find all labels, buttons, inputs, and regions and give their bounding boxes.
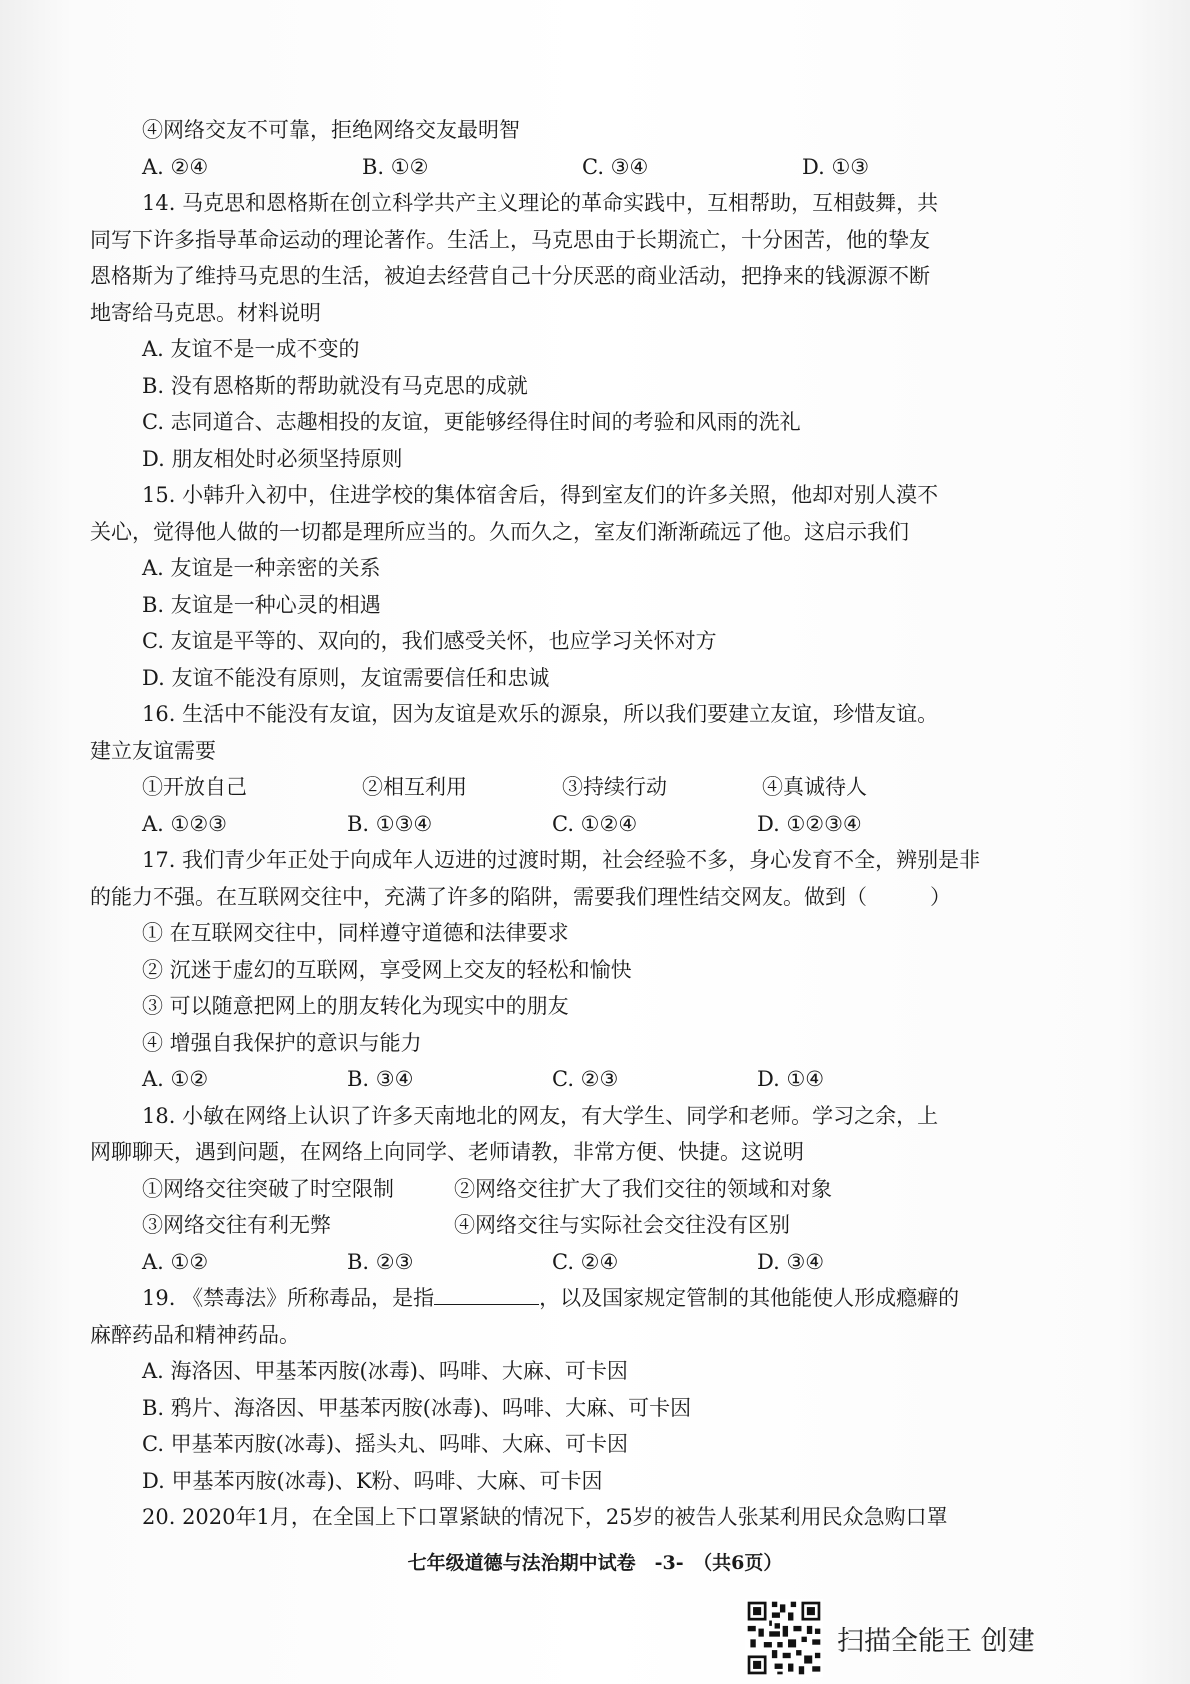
q19-stem-line-2: 麻醉药品和精神药品。 [90,1322,300,1347]
q18-stem-line-1: 18. 小敏在网络上认识了许多天南地北的网友，有大学生、同学和老师。学习之余，上 [142,1103,939,1128]
q18-stem-line-2: 网聊聊天，遇到问题，在网络上向同学、老师请教，非常方便、快捷。这说明 [90,1140,804,1164]
exam-content [90,112,1050,1536]
q13-options [90,149,1050,186]
q18-items-row-2 [90,1207,1050,1244]
q13-item-4: ④网络交友不可靠，拒绝网络交友最明智 [142,118,520,142]
q19-option-c: C. 甲基苯丙胺(冰毒)、摇头丸、吗啡、大麻、可卡因 [142,1432,629,1456]
q18-option-d: D. ③④ [757,1249,825,1274]
q13-option-b: B. ①② [362,154,429,179]
q16-items [90,769,1050,806]
q14-stem-line-2: 同写下许多指导革命运动的理论著作。生活上，马克思由于长期流亡，十分困苦，他的挚友 [90,227,930,252]
q14-stem-line-1: 14. 马克思和恩格斯在创立科学共产主义理论的革命实践中，互相帮助，互相鼓舞，共 [142,191,939,215]
q17-stem-line-1: 17. 我们青少年正处于向成年人迈进的过渡时期，社会经验不多，身心发育不全，辨别是非 [142,848,981,872]
q16-options [90,806,1050,843]
q19-option-b: B. 鸦片、海洛因、甲基苯丙胺(冰毒)、吗啡、大麻、可卡因 [142,1395,692,1420]
q15-option-b: B. 友谊是一种心灵的相遇 [142,592,381,617]
q18-options [90,1244,1050,1281]
q17-item-4: ④ 增强自我保护的意识与能力 [142,1030,422,1055]
q13-option-a: A. ②④ [142,154,209,179]
q16-option-a: A. ①②③ [142,811,227,836]
q14-stem-line-4: 地寄给马克思。材料说明 [90,300,321,325]
q18-item-1: ①网络交往突破了时空限制 [142,1176,394,1201]
q18-item-4: ④网络交往与实际社会交往没有区别 [454,1213,790,1237]
q13-option-c: C. ③④ [582,154,649,179]
q16-option-d: D. ①②③④ [757,811,862,836]
q14-option-c: C. 志同道合、志趣相投的友谊，更能够经得住时间的考验和风雨的洗礼 [142,410,801,434]
q17-stem-line-2: 的能力不强。在互联网交往中，充满了许多的陷阱，需要我们理性结交网友。做到（ ） [90,884,951,909]
q13-option-d: D. ①③ [802,154,870,179]
q17-options [90,1061,1050,1098]
q17-option-a: A. ①② [142,1067,209,1091]
q16-stem-line-2: 建立友谊需要 [90,738,216,763]
q16-stem-line-1: 16. 生活中不能没有友谊，因为友谊是欢乐的源泉，所以我们要建立友谊，珍惜友谊。 [142,702,939,726]
q16-item-3: ③持续行动 [562,775,667,799]
q16-item-2: ②相互利用 [362,775,467,799]
q16-item-4: ④真诚待人 [762,775,867,799]
qr-code-icon [745,1599,823,1677]
q19-option-a: A. 海洛因、甲基苯丙胺(冰毒)、吗啡、大麻、可卡因 [142,1359,628,1383]
q17-item-1: ① 在互联网交往中，同样遵守道德和法律要求 [142,921,569,945]
page-footer: 七年级道德与法治期中试卷 -3- （共6页） [407,1552,783,1574]
q18-item-2: ②网络交往扩大了我们交往的领域和对象 [454,1176,832,1201]
q15-option-d: D. 友谊不能没有原则，友谊需要信任和忠诚 [142,665,550,690]
scanner-credit-text: 扫描全能王 创建 [837,1625,1035,1657]
q19-answer-blank [434,1284,539,1305]
q19-stem-line-1 [90,1280,1050,1317]
scanner-watermark [745,1596,1035,1680]
q17-option-d: D. ①④ [757,1067,825,1091]
q16-option-b: B. ①③④ [347,811,433,836]
q20-stem-line-1: 20. 2020年1月，在全国上下口罩紧缺的情况下，25岁的被告人张某利用民众急购口罩 [142,1505,948,1529]
q18-items-row-1 [90,1171,1050,1208]
q19-stem-after-blank: ，以及国家规定管制的其他能使人形成瘾癖的 [539,1286,960,1310]
q14-option-b: B. 没有恩格斯的帮助就没有马克思的成就 [142,373,528,398]
q18-option-c: C. ②④ [552,1249,619,1274]
q15-option-a: A. 友谊是一种亲密的关系 [142,556,381,580]
q17-item-3: ③ 可以随意把网上的朋友转化为现实中的朋友 [142,994,569,1018]
q15-stem-line-1: 15. 小韩升入初中，住进学校的集体宿舍后，得到室友们的许多关照，他却对别人漠不 [142,483,939,507]
q14-option-d: D. 朋友相处时必须坚持原则 [142,446,403,471]
q17-item-2: ② 沉迷于虚幻的互联网，享受网上交友的轻松和愉快 [142,957,632,982]
q18-option-a: A. ①② [142,1249,209,1274]
q19-option-d: D. 甲基苯丙胺(冰毒)、K粉、吗啡、大麻、可卡因 [142,1468,603,1493]
q18-option-b: B. ②③ [347,1249,414,1274]
q15-stem-line-2: 关心，觉得他人做的一切都是理所应当的。久而久之，室友们渐渐疏远了他。这启示我们 [90,519,909,544]
q17-option-b: B. ③④ [347,1067,414,1091]
q16-item-1: ①开放自己 [142,775,247,799]
q17-option-c: C. ②③ [552,1067,619,1091]
q18-item-3: ③网络交往有利无弊 [142,1213,331,1237]
q16-option-c: C. ①②④ [552,811,638,836]
q14-option-a: A. 友谊不是一成不变的 [142,337,360,361]
q14-stem-line-3: 恩格斯为了维持马克思的生活，被迫去经营自己十分厌恶的商业活动，把挣来的钱源源不断 [90,264,930,288]
q15-option-c: C. 友谊是平等的、双向的，我们感受关怀，也应学习关怀对方 [142,629,717,653]
q19-stem-before-blank: 19. 《禁毒法》所称毒品，是指 [142,1286,435,1310]
